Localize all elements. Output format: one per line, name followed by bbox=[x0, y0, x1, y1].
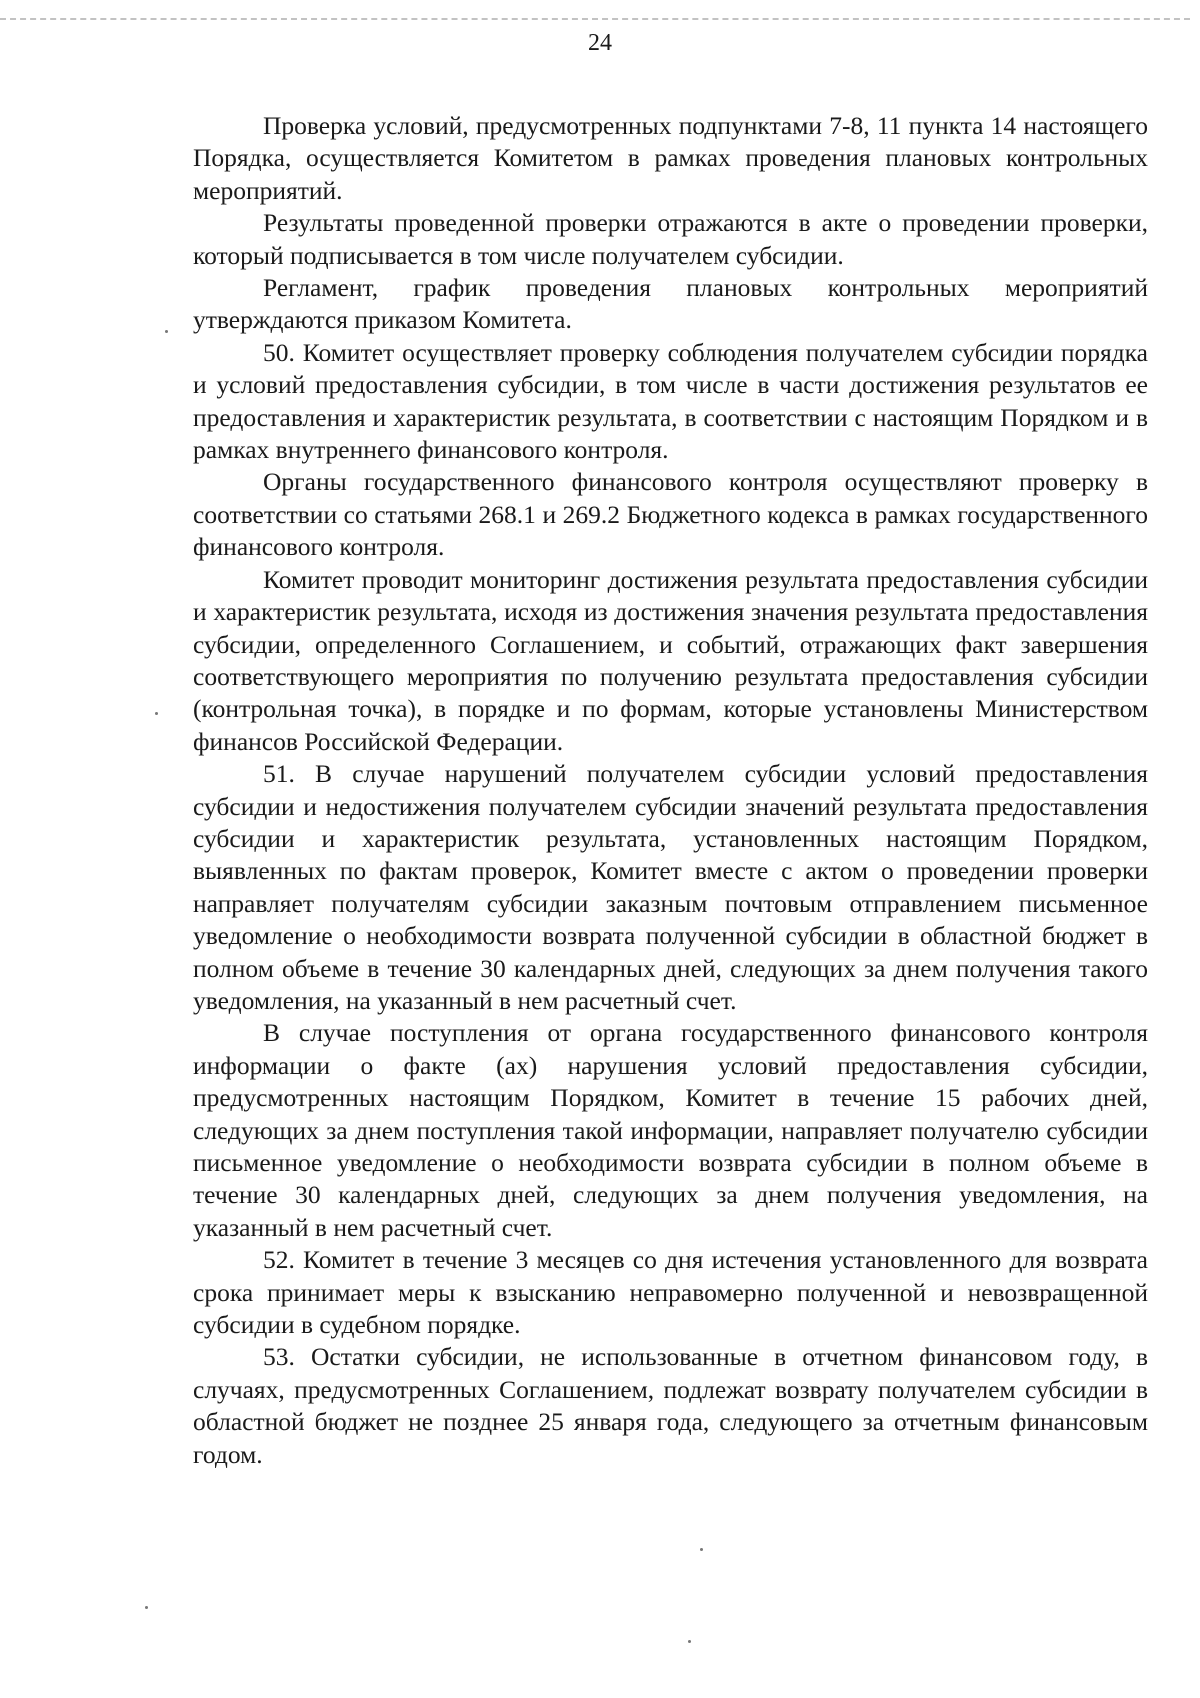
document-body bbox=[193, 110, 1148, 1471]
scan-speck bbox=[165, 330, 168, 333]
paragraph-state-financial-control: Органы государственного финансового контроля осуществляют проверку в соответствии со статьями 268.1 и 269.2 Бюджетного кодекса в рамках государственного финансового контроля. bbox=[193, 467, 1148, 562]
paragraph-clause-53: 53. Остатки субсидии, не использованные в отчетном финансовом году, в случаях, предусмотренных Соглашением, подлежат возврату получателем субсидии в областной бюджет не позднее 25 января года, следующего за отчетным финансовым годом. bbox=[193, 1342, 1148, 1469]
paragraph-clause-52: 52. Комитет в течение 3 месяцев со дня истечения установленного для возврата срока принимает меры к взысканию неправомерно полученной и невозвращенной субсидии в судебном порядке. bbox=[193, 1245, 1148, 1340]
scan-speck bbox=[688, 1640, 691, 1643]
paragraph-regulation-schedule: Регламент, график проведения плановых контрольных мероприятий утверждаются приказом Комитета. bbox=[193, 273, 1148, 335]
paragraph-clause-51: 51. В случае нарушений получателем субсидии условий предоставления субсидии и недостижения получателем субсидии значений результата предоставления субсидии и характеристик результата, установленных настоящим Порядком, выявленных по фактам проверок, Комитет вместе с актом о проведении проверки направляет получателям субсидии заказным почтовым отправлением письменное уведомление о необходимости возврата полученной субсидии в областной бюджет в полном объеме в течение 30 календарных дней, следующих за днем получения такого уведомления, на указанный в нем расчетный счет. bbox=[193, 759, 1148, 1015]
scan-speck bbox=[155, 712, 158, 715]
paragraph-monitoring: Комитет проводит мониторинг достижения результата предоставления субсидии и характеристик результата, исходя из достижения значения результата предоставления субсидии, определенного Соглашением, и событий, отражающих факт завершения соответствующего мероприятия по получению результата предоставления субсидии (контрольная точка), в порядке и по формам, которые установлены Министерством финансов Российской Федерации. bbox=[193, 564, 1148, 756]
scan-speck bbox=[700, 1548, 703, 1551]
paragraph-verification-act: Результаты проведенной проверки отражаются в акте о проведении проверки, который подписывается в том числе получателем субсидии. bbox=[193, 208, 1148, 270]
scan-speck bbox=[145, 1606, 148, 1609]
scan-top-edge bbox=[0, 18, 1190, 20]
page-number: 24 bbox=[588, 30, 612, 56]
paragraph-clause-50: 50. Комитет осуществляет проверку соблюдения получателем субсидии порядка и условий предоставления субсидии, в том числе в части достижения результатов ее предоставления и характеристик результата, в соответствии с настоящим Порядком и в рамках внутреннего финансового контроля. bbox=[193, 337, 1148, 465]
paragraph-verification-conditions: Проверка условий, предусмотренных подпунктами 7-8, 11 пункта 14 настоящего Порядка, осуществляется Комитетом в рамках проведения плановых контрольных мероприятий. bbox=[193, 111, 1148, 205]
paragraph-control-body-information: В случае поступления от органа государственного финансового контроля информации о факте (ах) нарушения условий предоставления субсидии, предусмотренных настоящим Порядком, Комитет в течение 15 рабочих дней, следующих за днем поступления такой информации, направляет получателю субсидии письменное уведомление о необходимости возврата субсидии в полном объеме в течение 30 календарных дней, следующих за днем получения уведомления, на указанный в нем расчетный счет. bbox=[193, 1018, 1148, 1242]
